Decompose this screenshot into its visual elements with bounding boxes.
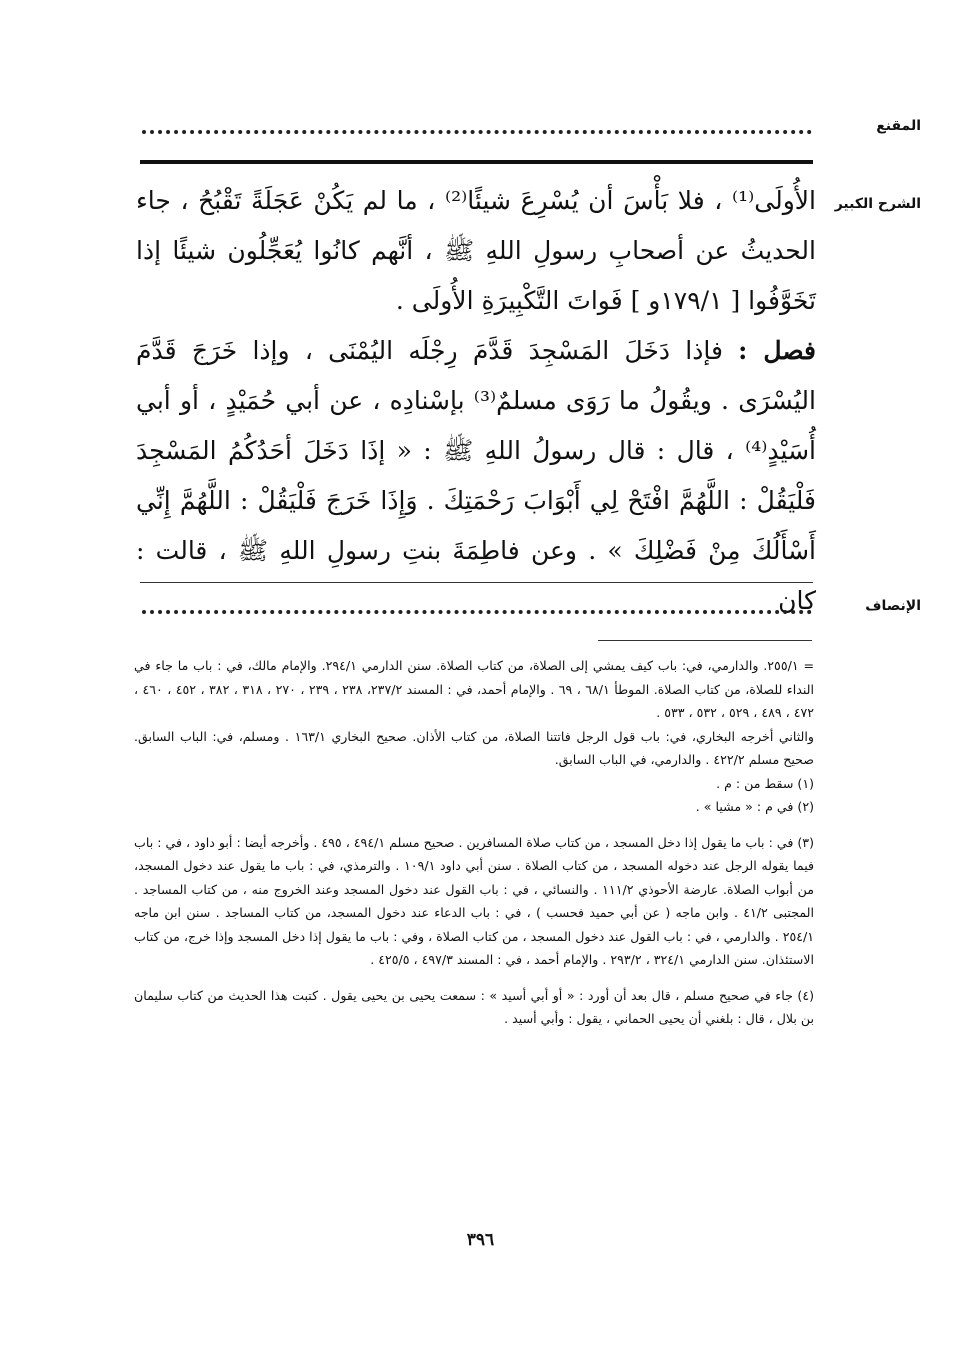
sharh-paragraph-2 xyxy=(136,326,816,626)
fasl-body: فإذا دَخَلَ المَسْجِدَ قَدَّمَ رِجْلَه اليُمْنَى ، وإذا خَرَجَ قَدَّمَ اليُسْرَى . ويقُولُ ما رَوَى مسلمٌ⁽³⁾ بإسْنادِه ، عن أبي حُمَيْدٍ ، أو أبي أُسَيْدٍ⁽⁴⁾ ، قال : قال رسولُ اللهِ ﷺ : « إذَا دَخَلَ أحَدُكُمُ المَسْجِدَ فَلْيَقُلْ : اللَّهُمَّ افْتَحْ لِي أَبْوَابَ رَحْمَتِكَ . وَإِذَا خَرَجَ فَلْيَقُلْ : اللَّهُمَّ إِنِّي أَسْأَلُكَ مِنْ فَضْلِكَ » . وعن فاطِمَةَ بنتِ رسولِ اللهِ ﷺ ، قالت : كان xyxy=(136,336,816,615)
footnote-continuation-1: = ٢٥٥/١. والدارمي، في: باب كيف يمشي إلى الصلاة، من كتاب الصلاة. سنن الدارمي ٢٩٤/١. والإمام مالك، في : باب ما جاء في النداء للصلاة، من كتاب الصلاة. الموطأ ٦٨/١ ، ٦٩ . والإمام أحمد، في : المسند ٢٣٧/٢، ٢٣٨ ، ٢٣٩ ، ٢٧٠ ، ٣١٨ ، ٣٨٢ ، ٤٥٢ ، ٤٦٠ ، ٤٧٢ ، ٤٨٩ ، ٥٢٩ ، ٥٣٢ ، ٥٣٣ . xyxy=(134,658,815,720)
sharh-paragraph-1: الأُولَى⁽¹⁾ ، فلا بَأْسَ أن يُسْرِعَ شيئًا⁽²⁾ ، ما لم يَكُنْ عَجَلَةً تَقْبُحُ ، جاء الحديثُ عن أصحابِ رسولِ اللهِ ﷺ ، أنَّهم كانُوا يُعَجِّلُون شيئًا إذا تَخَوَّفُوا [ ١٧٩/١و ] فَواتَ التَّكْبِيرَةِ الأُولَى . xyxy=(136,186,816,315)
footnotes xyxy=(134,654,814,1031)
muqni-dotted-line xyxy=(142,130,812,134)
footnote-separator xyxy=(598,640,812,641)
footnote-continuation-2: والثاني أخرجه البخاري، في: باب قول الرجل فاتتنا الصلاة، من كتاب الأذان. صحيح البخاري ١٦٣/١ . ومسلم، في: الباب السابق. صحيح مسلم ٤٢٢/٢ . والدارمي، في الباب السابق. xyxy=(134,728,814,767)
page-number: ٣٩٦ xyxy=(466,1230,495,1250)
section-divider xyxy=(140,160,813,164)
margin-label-insaf: الإنصاف xyxy=(865,598,921,614)
footnote-2: (٢) في م : « مشيا » . xyxy=(695,799,814,814)
footnote-4: (٤) جاء في صحيح مسلم ، قال بعد أن أورد : « أو أبي أسيد » : سمعت يحيى بن يحيى يقول . كتبت هذا الحديث من كتاب سليمان بن بلال ، قال : بلغني أن يحيى الحماني ، يقول : وأبي أسيد . xyxy=(134,987,814,1026)
insaf-dotted-line xyxy=(142,610,812,614)
footnote-3: (٣) في : باب ما يقول إذا دخل المسجد ، من كتاب صلاة المسافرين . صحيح مسلم ٤٩٤/١ ، ٤٩٥ . وأخرجه أيضا : أبو داود ، في : باب فيما يقوله الرجل عند دخوله المسجد ، من كتاب الصلاة . سنن أبي داود ١٠٩/١ . والترمذي، في : باب ما يقول عند دخول المسجد، من أبواب الصلاة. عارضة الأحوذي ١١١/٢ . والنسائي ، في : باب القول عند دخول المسجد وعند الخروج منه ، من كتاب المساجد . المجتبى ٤١/٢ . وابن ماجه ( عن أبي حميد فحسب ) ، في : باب الدعاء عند دخول المسجد، من كتاب المساجد . سنن ابن ماجه ٢٥٤/١ . والدارمي ، في : باب القول عند دخول المسجد ، من كتاب الصلاة ، وفي : باب ما يقول إذا دخل المسجد وإذا خرج، من كتاب الاستئذان. سنن الدارمي ٣٢٤/١ ، ٢٩٣/٢ . والإمام أحمد ، في : المسند ٤٩٧/٣ ، ٤٢٥/٥ . xyxy=(134,834,815,967)
text-bottom-rule xyxy=(140,582,813,583)
sharh-text xyxy=(136,176,816,626)
margin-label-sharh: الشرح الكبير xyxy=(834,196,921,212)
footnote-1: (١) سقط من : م . xyxy=(716,775,814,791)
fasl-heading: فصل : xyxy=(738,336,816,365)
margin-label-muqni: المقنع xyxy=(876,118,921,134)
